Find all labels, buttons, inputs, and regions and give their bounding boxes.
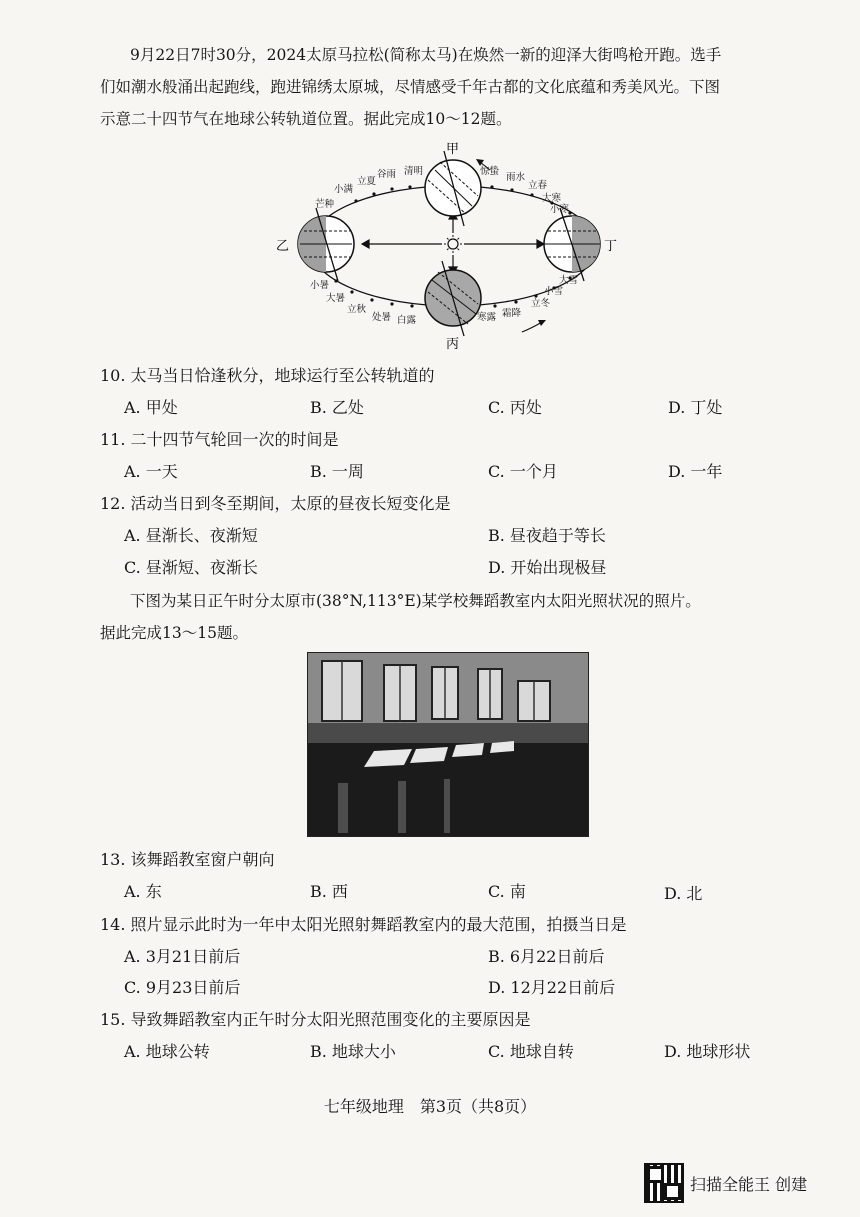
q15-option-d[interactable]: D. 地球形状 — [664, 1042, 751, 1061]
orbit-diagram — [270, 136, 618, 354]
question-13-stem: 13. 该舞蹈教室窗户朝向 — [100, 850, 275, 869]
term-label: 小暑 — [310, 280, 330, 291]
term-label: 白露 — [397, 315, 417, 326]
question-12-stem: 12. 活动当日到冬至期间，太原的昼夜长短变化是 — [100, 494, 451, 513]
question-10-stem: 10. 太马当日恰逢秋分，地球运行至公转轨道的 — [100, 366, 435, 385]
intro2-line1: 下图为某日正午时分太原市(38°N,113°E)某学校舞蹈教室内太阳光照状况的照片。 — [130, 592, 701, 610]
q12-option-c[interactable]: C. 昼渐短、夜渐长 — [124, 558, 258, 577]
earth-jia — [425, 151, 481, 226]
q15-option-b[interactable]: B. 地球大小 — [310, 1042, 396, 1061]
q10-option-b[interactable]: B. 乙处 — [310, 398, 364, 417]
question-11-stem: 11. 二十四节气轮回一次的时间是 — [100, 430, 339, 449]
q13-option-b[interactable]: B. 西 — [310, 882, 348, 901]
term-label: 大暑 — [326, 293, 346, 304]
term-label: 小寒 — [550, 204, 570, 215]
q12-option-a[interactable]: A. 昼渐长、夜渐短 — [124, 526, 258, 545]
q10-option-a[interactable]: A. 甲处 — [124, 398, 178, 417]
intro2-line2: 据此完成13～15题。 — [100, 624, 248, 642]
intro1-line1: 9月22日7时30分，2024太原马拉松(简称太马)在焕然一新的迎泽大街鸣枪开跑。选手 — [130, 46, 722, 64]
term-label: 立夏 — [357, 176, 377, 187]
q11-option-d[interactable]: D. 一年 — [668, 462, 723, 481]
term-label: 芒种 — [315, 199, 335, 210]
sun-icon — [444, 235, 462, 253]
sun-ray-arrows — [362, 212, 544, 274]
term-label: 小雪 — [544, 286, 564, 297]
term-label: 大寒 — [542, 193, 562, 204]
q15-option-c[interactable]: C. 地球自转 — [488, 1042, 574, 1061]
term-label: 谷雨 — [377, 169, 397, 180]
q14-option-d[interactable]: D. 12月22日前后 — [488, 978, 616, 997]
term-label: 寒露 — [477, 312, 497, 323]
term-label: 大雪 — [559, 275, 579, 286]
term-label: 立冬 — [531, 298, 551, 309]
earth-yi — [298, 208, 354, 281]
term-label: 惊蛰 — [480, 166, 500, 177]
earth-bing — [425, 261, 481, 336]
label-ding: 丁 — [604, 239, 618, 254]
qr-code-icon — [644, 1163, 684, 1203]
classroom-photo-illustration — [308, 653, 588, 836]
question-15-stem: 15. 导致舞蹈教室内正午时分太阳光照范围变化的主要原因是 — [100, 1010, 531, 1029]
term-label: 霜降 — [502, 308, 522, 319]
q11-option-c[interactable]: C. 一个月 — [488, 462, 558, 481]
q10-option-c[interactable]: C. 丙处 — [488, 398, 542, 417]
label-yi: 乙 — [276, 239, 290, 254]
term-label: 小满 — [334, 184, 354, 195]
q14-option-b[interactable]: B. 6月22日前后 — [488, 947, 605, 966]
q13-option-c[interactable]: C. 南 — [488, 882, 526, 901]
q13-option-a[interactable]: A. 东 — [124, 882, 162, 901]
q14-option-a[interactable]: A. 3月21日前后 — [124, 947, 241, 966]
page-footer: 七年级地理 第3页（共8页） — [323, 1097, 537, 1116]
q12-option-b[interactable]: B. 昼夜趋于等长 — [488, 526, 606, 545]
question-14-stem: 14. 照片显示此时为一年中太阳光照射舞蹈教室内的最大范围，拍摄当日是 — [100, 915, 627, 934]
q14-option-c[interactable]: C. 9月23日前后 — [124, 978, 241, 997]
classroom-photo — [307, 652, 589, 837]
term-label: 立秋 — [347, 304, 367, 315]
q10-option-d[interactable]: D. 丁处 — [668, 398, 723, 417]
intro1-line3: 示意二十四节气在地球公转轨道位置。据此完成10～12题。 — [100, 110, 512, 128]
earth-ding — [544, 208, 600, 281]
term-label: 雨水 — [506, 172, 526, 183]
label-jia: 甲 — [446, 142, 460, 157]
intro1-line2: 们如潮水般涌出起跑线，跑进锦绣太原城，尽情感受千年古都的文化底蕴和秀美风光。下图 — [100, 78, 721, 96]
scanner-watermark — [644, 1163, 807, 1203]
term-label: 清明 — [404, 166, 424, 177]
q13-option-d[interactable]: D. 北 — [664, 884, 703, 903]
q11-option-b[interactable]: B. 一周 — [310, 462, 364, 481]
term-label: 立春 — [528, 180, 548, 191]
term-label: 处暑 — [372, 312, 392, 323]
scanner-text: 扫描全能王 创建 — [690, 1174, 808, 1194]
q15-option-a[interactable]: A. 地球公转 — [124, 1042, 210, 1061]
q12-option-d[interactable]: D. 开始出现极昼 — [488, 558, 607, 577]
q11-option-a[interactable]: A. 一天 — [124, 462, 178, 481]
label-bing: 丙 — [446, 337, 460, 352]
